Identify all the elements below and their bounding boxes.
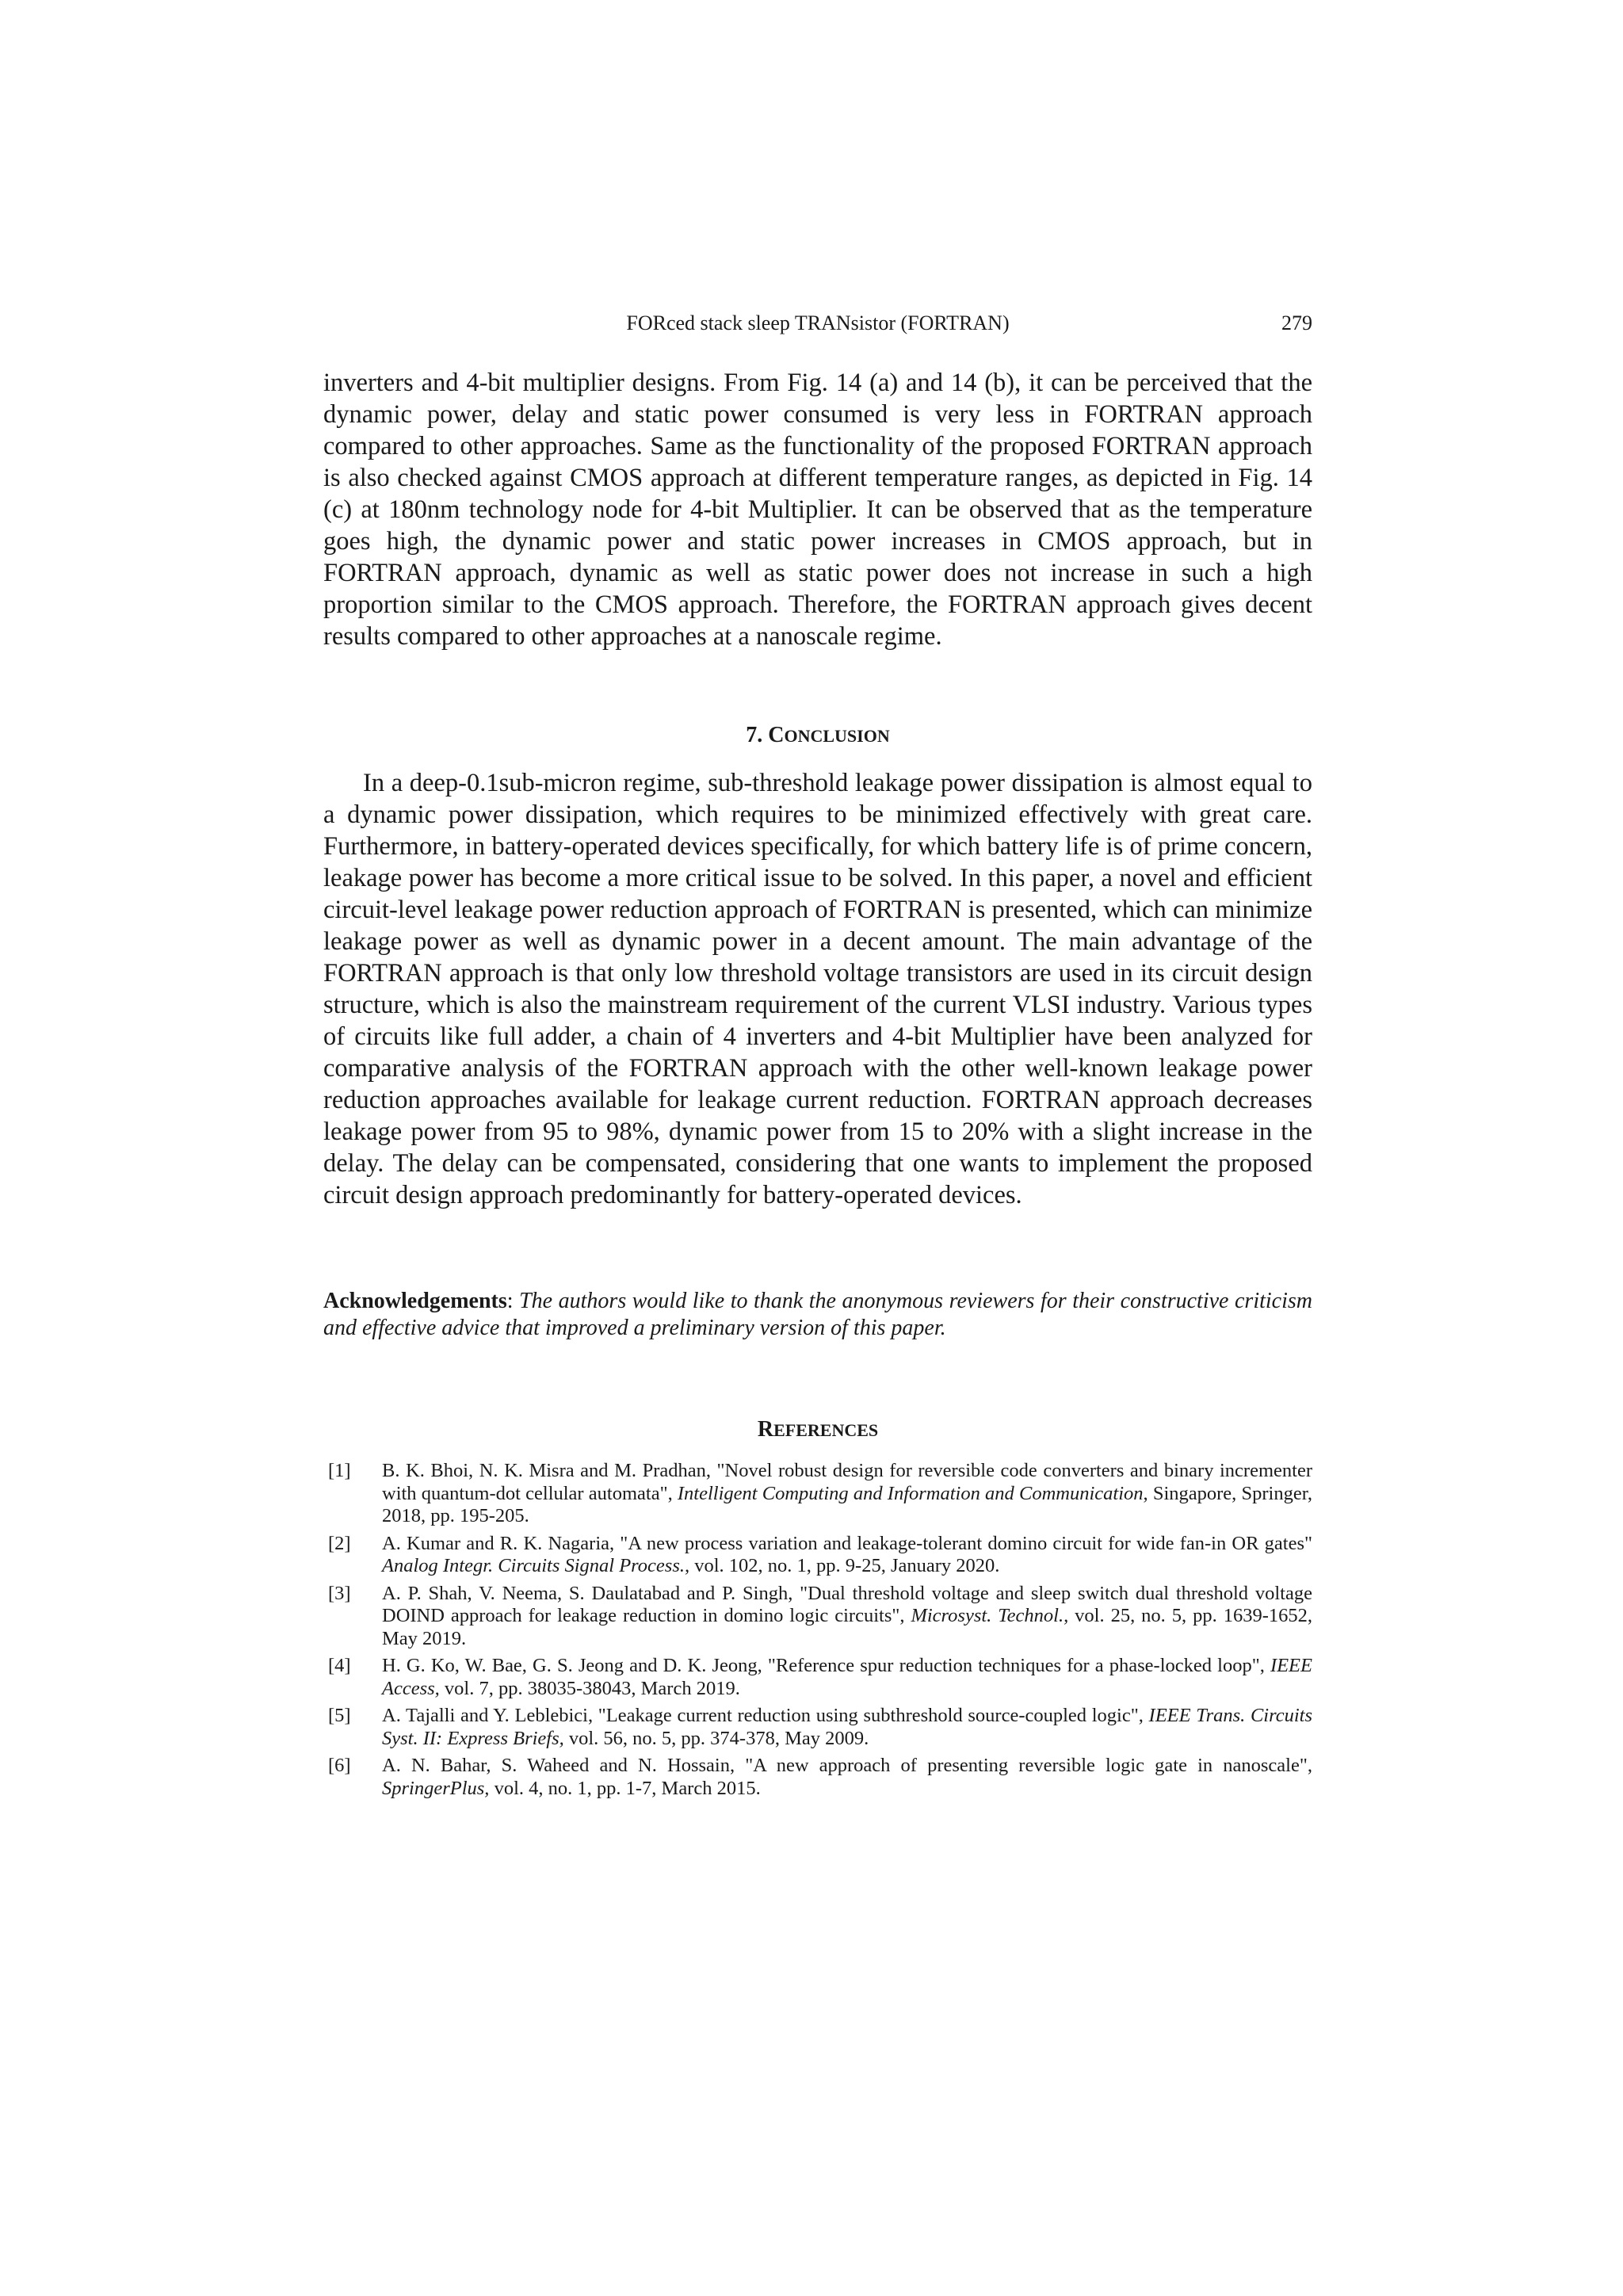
heading-rest: EFERENCES [773,1420,879,1440]
reference-details: vol. 25, no. 5, pp. 1639-1652, May 2019. [382,1605,1312,1649]
section-heading-references [323,1416,1312,1444]
acknowledgements-text: The authors would like to thank the anonymous reviewers for their constructive criticism and effective advice that improved a preliminary version of this paper. [323,1289,1312,1340]
reference-item [323,1533,1312,1578]
reference-source: IEEE Access, [382,1655,1312,1699]
reference-item [323,1755,1312,1800]
conclusion-paragraph: In a deep-0.1sub-micron regime, sub-threshold leakage power dissipation is almost equal to a dynamic power dissipation, which requires to be minimized effectively with great care. Furthermore, in battery-operated devices specifically, for which battery life is of prime concern, leakage power has become a more critical issue to be solved. In this paper, a novel and efficient circuit-level leakage power reduction approach of FORTRAN is presented, which can minimize leakage power as well as dynamic power in a decent amount. The main advantage of the FORTRAN approach is that only low threshold voltage transistors are used in its circuit design structure, which is also the mainstream requirement of the current VLSI industry. Various types of circuits like full adder, a chain of 4 inverters and 4-bit Multiplier have been analyzed for comparative analysis of the FORTRAN approach with the other well-known leakage power reduction approaches available for leakage current reduction. FORTRAN approach decreases leakage power from 95 to 98%, dynamic power from 15 to 20% with a slight increase in the delay. The delay can be compensated, considering that one wants to implement the proposed circuit design approach predominantly for battery-operated devices. [323,769,1312,1209]
acknowledgements [323,1288,1312,1342]
reference-details: , Singapore, Springer, 2018, pp. 195-205. [382,1482,1313,1526]
reference-number: [1] [328,1460,351,1481]
reference-item [323,1655,1312,1700]
reference-text: A. Kumar and R. K. Nagaria, "A new process variation and leakage-tolerant domino circuit for wide fan-in OR gates" [382,1532,1312,1554]
reference-number: [2] [328,1532,351,1554]
reference-list [323,1460,1312,1805]
reference-text: H. G. Ko, W. Bae, G. S. Jeong and D. K. Jeong, "Reference spur reduction techniques for a phase-locked loop", [382,1655,1270,1676]
body-paragraph: inverters and 4-bit multiplier designs. From Fig. 14 (a) and 14 (b), it can be perceived that the dynamic power, delay and static power consumed is very less in FORTRAN approach compared to other approaches. Same as the functionality of the proposed FORTRAN approach is also checked against CMOS approach at different temperature ranges, as depicted in Fig. 14 (c) at 180nm technology node for 4-bit Multiplier. It can be observed that as the temperature goes high, the dynamic power and static power increases in CMOS approach, but in FORTRAN approach, dynamic as well as static power does not increase in such a high proportion similar to the CMOS approach. Therefore, the FORTRAN approach gives decent results compared to other approaches at a nanoscale regime. [323,369,1312,651]
reference-number: [3] [328,1582,351,1604]
reference-details: vol. 56, no. 5, pp. 374-378, May 2009. [563,1727,869,1749]
reference-details: vol. 7, pp. 38035-38043, March 2019. [439,1677,740,1699]
heading-initial: C [768,723,785,747]
acknowledgements-label: Acknowledgements [323,1289,507,1313]
reference-number: [4] [328,1655,351,1676]
reference-text: A. N. Bahar, S. Waheed and N. Hossain, "A new approach of presenting reversible logic gate in nanoscale", [382,1755,1312,1776]
heading-initial: R [757,1417,774,1442]
reference-text: B. K. Bhoi, N. K. Misra and M. Pradhan, "Novel robust design for reversible code converters and binary incrementer with quantum-dot cellular automata", [382,1460,1312,1504]
reference-number: [5] [328,1705,351,1726]
running-title: FORced stack sleep TRANsistor (FORTRAN) [626,311,1010,334]
section-number: 7. [746,723,769,747]
page-number: 279 [1281,311,1312,334]
reference-text: A. P. Shah, V. Neema, S. Daulatabad and P. Singh, "Dual threshold voltage and sleep switch dual threshold voltage DOIND approach for leakage reduction in domino logic circuits", [382,1582,1312,1626]
reference-item [323,1583,1312,1651]
reference-text: A. Tajalli and Y. Leblebici, "Leakage current reduction using subthreshold source-coupled logic", [382,1705,1149,1726]
section-heading-conclusion [323,722,1312,750]
reference-details: vol. 4, no. 1, pp. 1-7, March 2015. [489,1777,761,1799]
reference-source: SpringerPlus, [382,1777,490,1799]
reference-source: Microsyst. Technol., [911,1605,1069,1626]
reference-number: [6] [328,1755,351,1776]
heading-rest: ONCLUSION [784,726,890,746]
reference-source: IEEE Trans. Circuits Syst. II: Express Briefs, [382,1705,1312,1749]
reference-item [323,1705,1312,1750]
reference-source: Intelligent Computing and Information and Communication [677,1482,1144,1504]
acknowledgements-separator: : [506,1289,520,1313]
reference-details: vol. 102, no. 1, pp. 9-25, January 2020. [689,1555,1000,1576]
reference-item [323,1460,1312,1528]
reference-source: Analog Integr. Circuits Signal Process., [382,1555,690,1576]
